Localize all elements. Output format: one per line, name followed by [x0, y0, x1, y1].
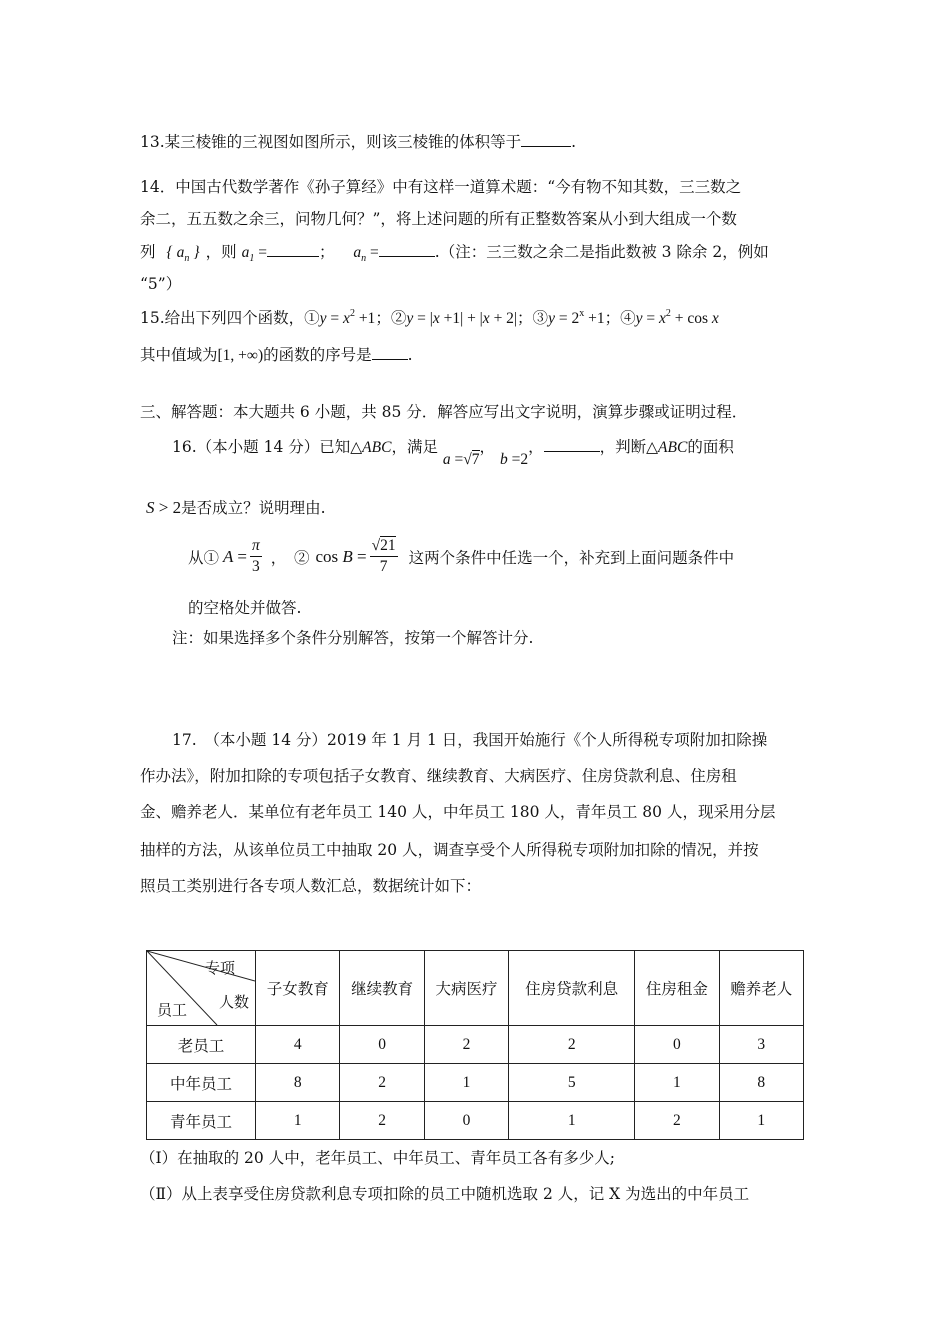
an-expression: $a_n$ =	[353, 244, 379, 264]
question-14-line-3: 列 { $a_n$ } ，则 $a_1$ = ； $a_n$ = .（注：三三数之余二是指此数被 3 除余 2，例如	[140, 243, 769, 264]
column-header: 继续教育	[340, 951, 424, 1026]
function-2: y = |x +1| + |x + 2|	[406, 310, 518, 327]
answer-blank	[267, 242, 319, 257]
table-cell: 3	[719, 1026, 803, 1064]
table-cell: 0	[635, 1026, 719, 1064]
question-16-line-2: S > 2是否成立？说明理由.	[146, 498, 326, 517]
question-17-line-5: 照员工类别进行各专项人数汇总，数据统计如下：	[140, 877, 482, 895]
question-16-options: 从① A = $\frac{\pi}{3}$ ， ② cos B = $\frac{√21}{7}$ 这两个条件中任选一个，补充到上面问题条件中	[188, 537, 735, 575]
table-cell: 0	[340, 1026, 424, 1064]
table-cell: 2	[635, 1102, 719, 1140]
question-17-line-1: 17. （本小题 14 分）2019 年 1 月 1 日，我国开始施行《个人所得税专项附加扣除操	[172, 731, 768, 749]
corner-label-employee: 员工	[157, 1003, 188, 1019]
question-15-line-1: 15.给出下列四个函数，①y = $x^2 +1$；②y = |x +1| + |x + 2|；③y = $2^x +1$；④y = $x^2 + \cos x$	[140, 308, 719, 327]
table-cell: 0	[424, 1102, 508, 1140]
table-row	[147, 1064, 804, 1102]
question-17-line-2: 作办法》，附加扣除的专项包括子女教育、继续教育、大病医疗、住房贷款利息、住房租	[140, 767, 737, 785]
deduction-table	[146, 950, 804, 1140]
row-label: 老员工	[147, 1026, 256, 1064]
question-16-note: 注：如果选择多个条件分别解答，按第一个解答计分.	[172, 629, 534, 647]
table-cell: 1	[256, 1102, 340, 1140]
answer-blank	[544, 437, 600, 452]
option-2: cos B =	[315, 546, 367, 566]
range-interval: [1, +∞)	[217, 347, 264, 364]
answer-blank	[372, 345, 408, 360]
column-header: 赡养老人	[719, 951, 803, 1026]
condition-b: b =2	[499, 451, 529, 468]
column-header: 住房租金	[635, 951, 719, 1026]
column-header: 住房贷款利息	[509, 951, 635, 1026]
fraction-pi-3: $\frac{\pi}{3}$	[251, 537, 260, 575]
question-15-line-2: 其中值域为[1, +∞)的函数的序号是 .	[140, 346, 413, 364]
column-header: 子女教育	[256, 951, 340, 1026]
table-cell: 5	[509, 1064, 635, 1102]
column-header: 大病医疗	[424, 951, 508, 1026]
table-row	[147, 1102, 804, 1140]
condition-a: a =√7	[442, 451, 480, 468]
table-cell: 2	[340, 1102, 424, 1140]
question-17-line-3: 金、赡养老人．某单位有老年员工 140 人，中年员工 180 人，青年员工 80 人，现采用分层	[140, 803, 776, 821]
function-3: $y = 2^x +1$	[548, 308, 605, 327]
row-label: 青年员工	[147, 1102, 256, 1140]
question-16-line-1: 16.（本小题 14 分）已知△ABC，满足 a =√7， b =2， ，判断△ABC的面积	[172, 438, 734, 468]
table-cell: 1	[509, 1102, 635, 1140]
corner-label-category: 专项	[204, 961, 235, 977]
question-17-part-1: （Ⅰ）在抽取的 20 人中，老年员工、中年员工、青年员工各有多少人;	[140, 1149, 615, 1167]
fraction-sqrt21-7: $\frac{√21}{7}$	[371, 537, 396, 575]
function-1: $y = x^2 +1$	[319, 308, 376, 327]
table-cell: 4	[256, 1026, 340, 1064]
table-cell: 1	[424, 1064, 508, 1102]
question-16-line-4: 的空格处并做答.	[188, 599, 302, 617]
function-4: $y = x^2 + \cos x$	[635, 308, 719, 327]
table-cell: 2	[340, 1064, 424, 1102]
table-corner-cell	[147, 951, 256, 1026]
question-14-line-4: “5”）	[140, 275, 182, 293]
question-14-line-2: 余二，五五数之余三，问物几何？”，将上述问题的所有正整数答案从小到大组成一个数	[140, 210, 737, 228]
section-heading: 三、解答题：本大题共 6 小题，共 85 分．解答应写出文字说明，演算步骤或证明过程．	[140, 403, 748, 421]
table-row	[147, 1026, 804, 1064]
question-17-line-4: 抽样的方法，从该单位员工中抽取 20 人，调查享受个人所得税专项附加扣除的情况，并按	[140, 841, 759, 859]
table-cell: 2	[509, 1026, 635, 1064]
table-header-row	[147, 951, 804, 1026]
table-cell: 1	[719, 1102, 803, 1140]
question-13: 13.某三棱锥的三视图如图所示，则该三棱锥的体积等于 .	[140, 133, 577, 151]
option-1: A =	[223, 546, 247, 566]
answer-blank	[521, 132, 571, 147]
sequence-notation: { $a_n$ }	[166, 244, 200, 264]
table-cell: 8	[256, 1064, 340, 1102]
table-cell: 2	[424, 1026, 508, 1064]
question-17-part-2: （Ⅱ）从上表享受住房贷款利息专项扣除的员工中随机选取 2 人，记 X 为选出的中年员工	[140, 1185, 750, 1203]
answer-blank	[379, 242, 435, 257]
row-label: 中年员工	[147, 1064, 256, 1102]
area-inequality: S > 2	[146, 498, 182, 517]
question-14-line-1: 14．中国古代数学著作《孙子算经》中有这样一道算术题：“今有物不知其数，三三数之	[140, 178, 742, 196]
table-cell: 8	[719, 1064, 803, 1102]
table-cell: 1	[635, 1064, 719, 1102]
a1-expression: $a_1$ =	[241, 244, 267, 264]
corner-label-count: 人数	[218, 995, 249, 1011]
